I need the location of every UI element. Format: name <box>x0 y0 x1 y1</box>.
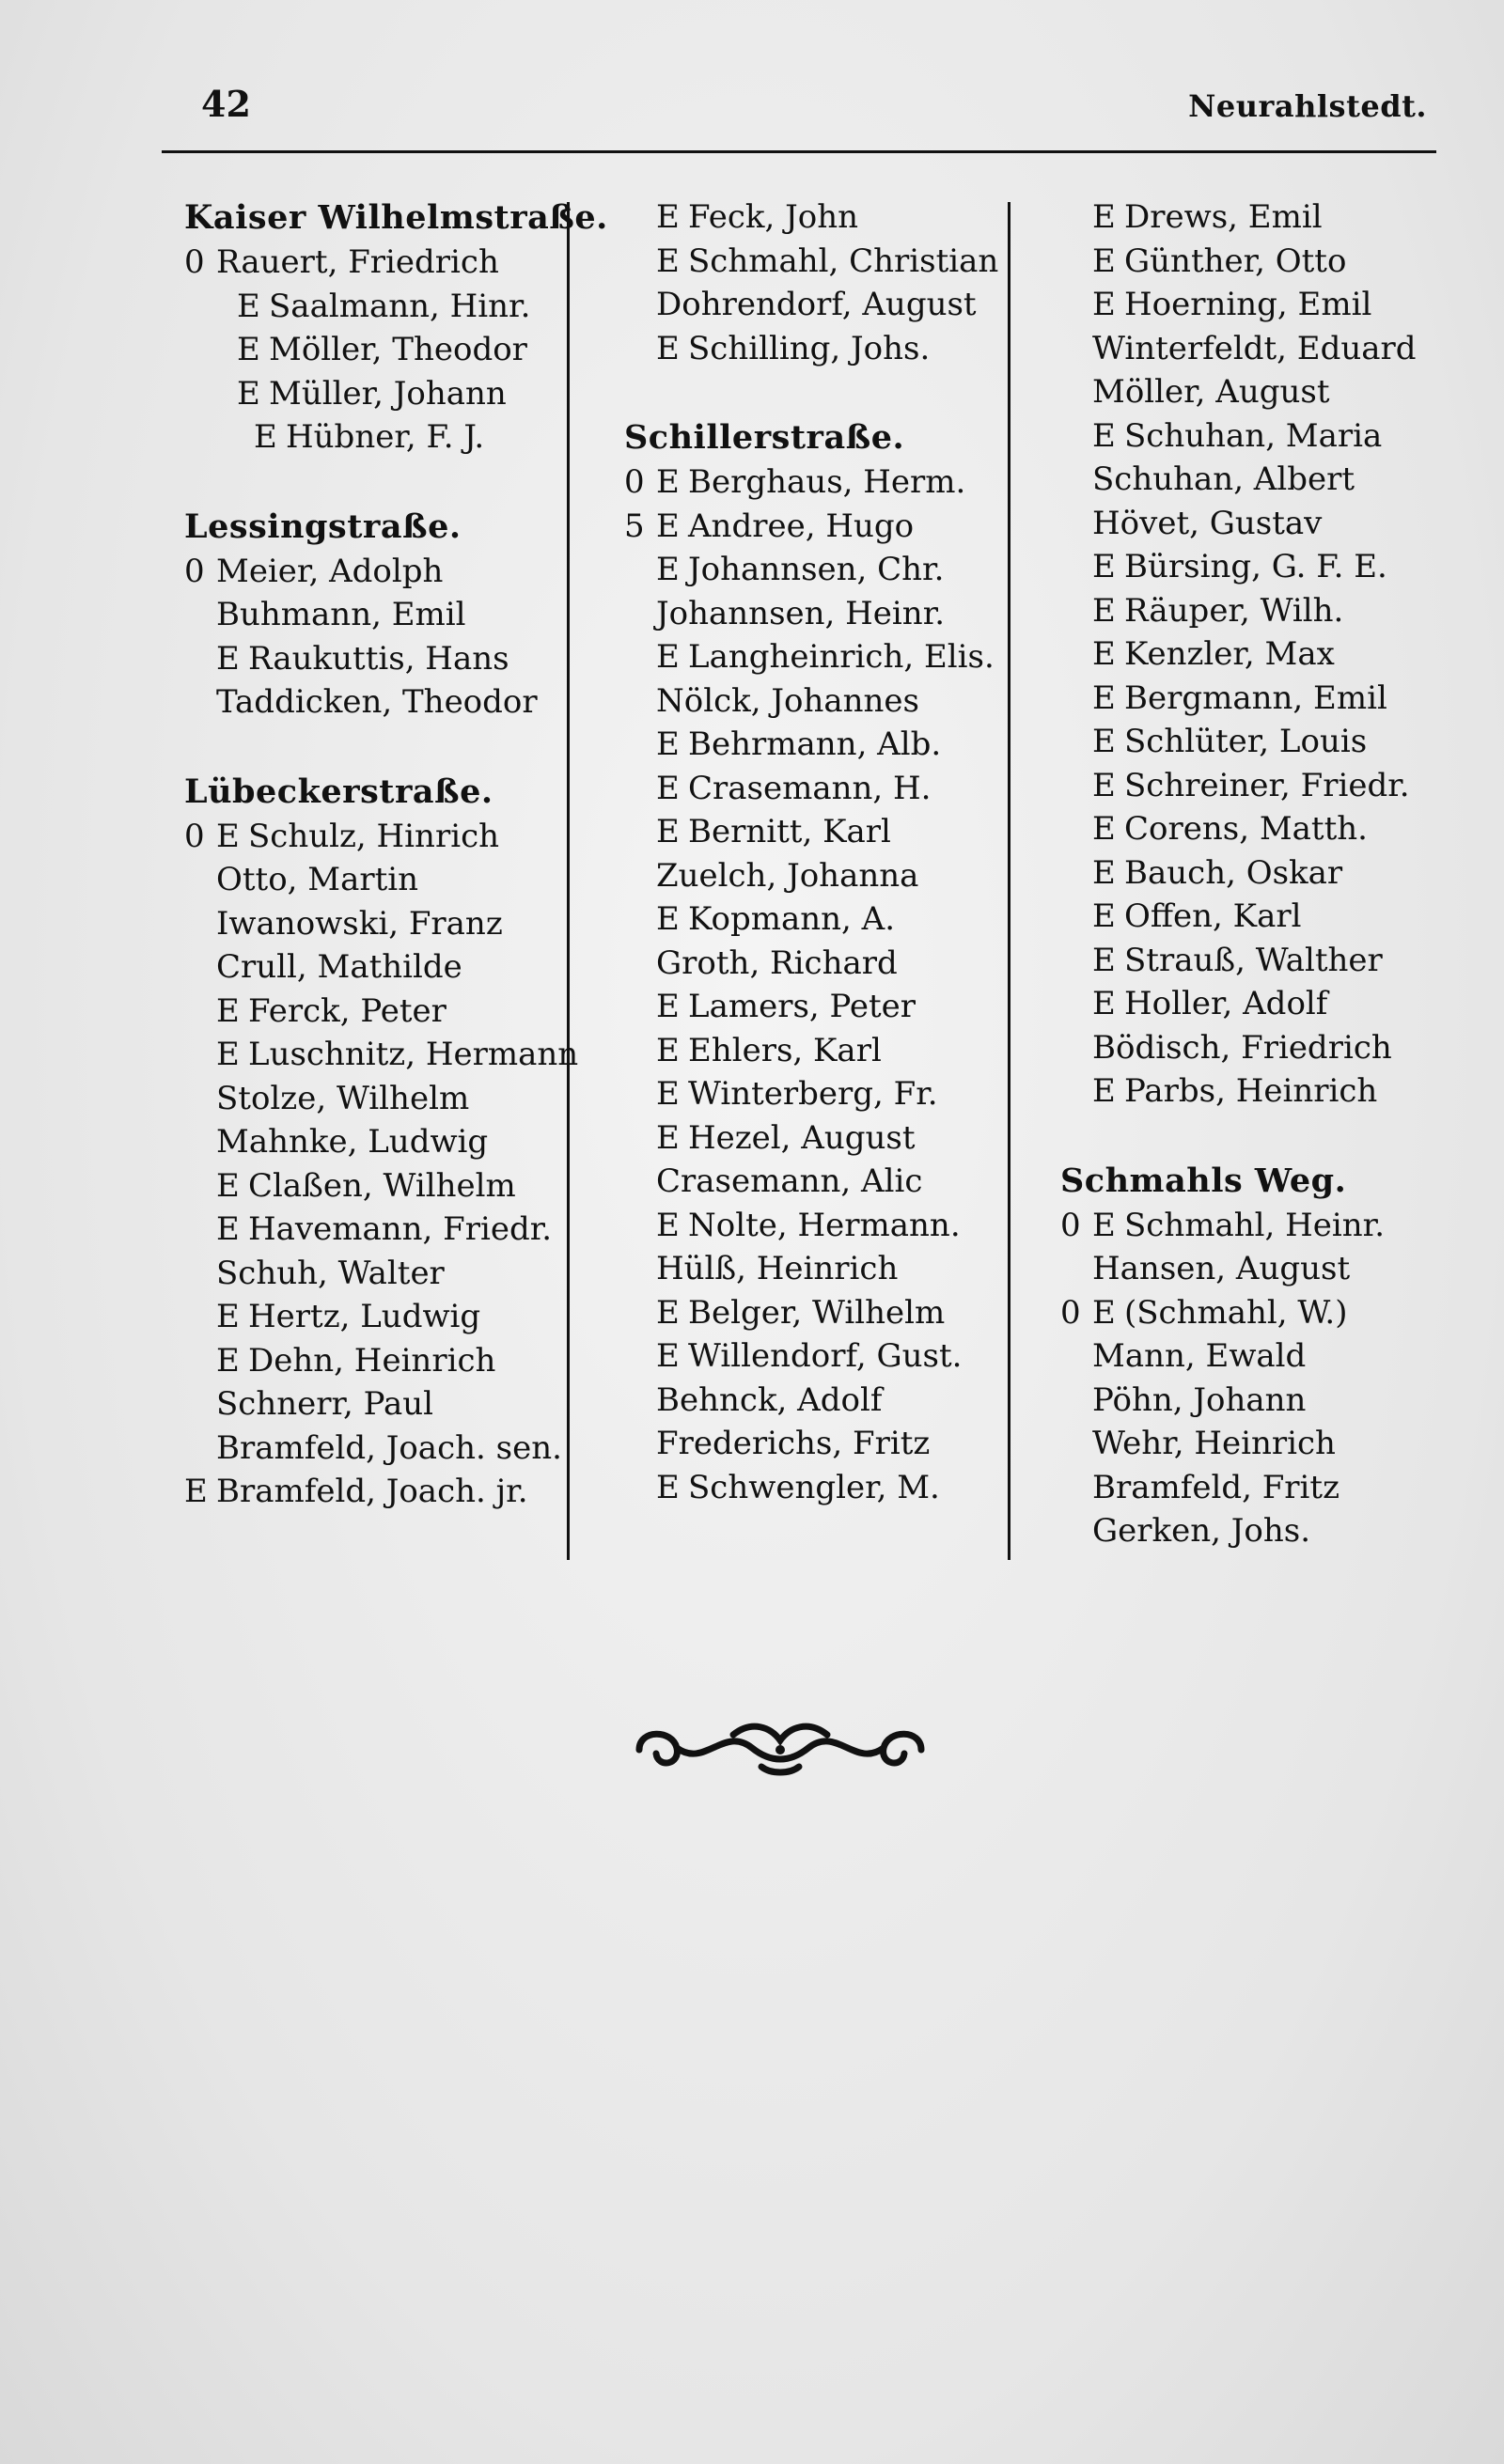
resident-name: Berghaus, Herm. <box>688 463 966 501</box>
resident-entry <box>184 1295 579 1339</box>
resident-name: Wehr, Heinrich <box>1092 1425 1336 1462</box>
resident-entry <box>1060 195 1455 240</box>
resident-entry <box>1060 1204 1455 1248</box>
owner-mark: E <box>1092 1293 1116 1332</box>
resident-name: Ferck, Peter <box>248 991 446 1030</box>
owner-mark: E <box>1092 416 1116 455</box>
resident-entry <box>624 327 1019 371</box>
owner-mark: E <box>1092 853 1116 892</box>
owner-mark: E <box>656 638 680 676</box>
resident-name: Räuper, Wilh. <box>1124 591 1344 630</box>
resident-entry <box>624 810 1019 854</box>
resident-name: Bramfeld, Joach. sen. <box>216 1428 562 1467</box>
resident-entry <box>624 195 1019 240</box>
house-marker: 0 <box>624 463 645 501</box>
resident-entry <box>184 372 579 416</box>
resident-entry <box>624 1334 1019 1379</box>
resident-name: Meier, Adolph <box>216 552 444 590</box>
resident-entry <box>1060 589 1455 633</box>
owner-mark: E <box>1092 1072 1116 1110</box>
owner-mark: E <box>656 1337 680 1375</box>
resident-name: Bauch, Oskar <box>1124 853 1343 892</box>
owner-mark: E <box>1092 548 1116 585</box>
owner-mark: E <box>656 1118 680 1157</box>
resident-name: Schulz, Hinrich <box>248 817 500 855</box>
resident-entry <box>184 858 579 902</box>
resident-entry <box>624 1116 1019 1161</box>
resident-entry <box>1060 720 1455 764</box>
owner-mark: E <box>656 1031 680 1069</box>
owner-mark: E <box>656 813 680 850</box>
directory-column-1 <box>184 195 608 1514</box>
resident-entry <box>624 240 1019 284</box>
resident-name: Pöhn, Johann <box>1092 1380 1307 1419</box>
decorative-flourish-icon <box>620 1712 940 1784</box>
resident-name: Luschnitz, Hermann <box>248 1036 579 1073</box>
owner-mark: E <box>1092 1206 1116 1244</box>
resident-entry <box>624 767 1019 811</box>
resident-name: Hezel, August <box>688 1118 916 1157</box>
resident-name: Bergmann, Emil <box>1124 678 1387 717</box>
owner-mark: E <box>656 463 680 501</box>
resident-name: Schreiner, Friedr. <box>1124 766 1410 804</box>
resident-entry <box>1060 502 1455 546</box>
house-marker: 0 <box>1060 1206 1081 1244</box>
resident-entry <box>1060 1026 1455 1070</box>
resident-name: Mann, Ewald <box>1092 1337 1307 1375</box>
resident-name: Kenzler, Max <box>1124 635 1335 673</box>
owner-mark: E <box>1092 198 1116 236</box>
house-marker: 0 <box>184 552 205 590</box>
owner-mark: E <box>656 198 680 236</box>
resident-entry <box>184 1164 579 1209</box>
owner-mark: E <box>216 817 240 855</box>
resident-name: Stolze, Wilhelm <box>216 1079 470 1117</box>
resident-entry <box>184 1427 579 1471</box>
resident-entry <box>1060 545 1455 589</box>
resident-entry <box>184 1382 579 1427</box>
resident-name: Lamers, Peter <box>688 988 916 1025</box>
resident-name: Parbs, Heinrich <box>1124 1072 1378 1110</box>
resident-name: Holler, Adolf <box>1124 985 1328 1022</box>
resident-name: Havemann, Friedr. <box>248 1210 553 1248</box>
resident-name: Günther, Otto <box>1124 242 1347 280</box>
owner-mark: E <box>656 551 680 588</box>
owner-mark: E <box>1092 286 1116 323</box>
resident-name: Schuhan, Maria <box>1124 416 1383 455</box>
resident-name: Zuelch, Johanna <box>656 856 919 895</box>
resident-entry <box>1060 895 1455 939</box>
owner-mark: E <box>237 374 260 413</box>
resident-name: Schnerr, Paul <box>216 1385 434 1423</box>
resident-entry <box>624 1029 1019 1073</box>
owner-mark: E <box>656 1206 680 1244</box>
resident-entry <box>624 1072 1019 1116</box>
resident-entry <box>184 241 579 285</box>
resident-entry <box>184 680 579 725</box>
resident-name: Offen, Karl <box>1124 897 1302 935</box>
owner-mark: E <box>656 242 680 280</box>
resident-entry <box>184 1208 579 1252</box>
resident-name: Claßen, Wilhelm <box>248 1166 516 1205</box>
resident-entry <box>184 328 579 372</box>
resident-name: Belger, Wilhelm <box>688 1293 946 1332</box>
resident-name: Dohrendorf, August <box>656 286 977 323</box>
resident-name: Behrmann, Alb. <box>688 725 942 763</box>
resident-name: Crasemann, H. <box>688 769 932 807</box>
resident-entry <box>184 815 579 859</box>
street-heading: Schmahls Weg. <box>1060 1161 1347 1200</box>
directory-column-3 <box>1060 195 1455 1553</box>
resident-name: Feck, John <box>688 198 859 236</box>
resident-entry <box>1060 283 1455 327</box>
resident-entry <box>1060 982 1455 1026</box>
resident-name: Taddicken, Theodor <box>216 683 538 721</box>
resident-entry <box>184 285 579 329</box>
owner-mark: E <box>1092 242 1116 280</box>
resident-entry <box>624 1204 1019 1248</box>
owner-mark: E <box>184 1473 208 1510</box>
resident-entry <box>624 854 1019 898</box>
resident-name: Bürsing, G. F. E. <box>1124 548 1387 585</box>
resident-entry <box>624 1291 1019 1335</box>
owner-mark: E <box>216 1298 240 1335</box>
owner-mark: E <box>656 1075 680 1113</box>
owner-mark: E <box>1092 897 1116 935</box>
resident-name: Frederichs, Fritz <box>656 1425 931 1462</box>
resident-entry <box>624 1379 1019 1423</box>
resident-entry <box>624 548 1019 592</box>
resident-entry <box>1060 677 1455 721</box>
resident-entry <box>1060 458 1455 502</box>
resident-name: Kopmann, A. <box>688 900 896 938</box>
owner-mark: E <box>254 418 277 456</box>
resident-entry <box>1060 1379 1455 1423</box>
owner-mark: E <box>216 1210 240 1248</box>
resident-entry <box>184 1470 579 1514</box>
running-title: Neurahlstedt. <box>1188 88 1427 124</box>
street-heading: Lessingstraße. <box>184 507 462 546</box>
house-marker: 5 <box>624 507 645 545</box>
resident-name: Bramfeld, Joach. jr. <box>216 1473 528 1510</box>
resident-name: Johannsen, Heinr. <box>656 594 946 632</box>
resident-name: Hansen, August <box>1092 1250 1351 1287</box>
resident-name: Müller, Johann <box>269 374 507 413</box>
resident-name: Hoerning, Emil <box>1124 286 1372 323</box>
resident-entry <box>624 897 1019 942</box>
owner-mark: E <box>237 287 260 325</box>
resident-name: Hövet, Gustav <box>1092 504 1323 542</box>
resident-entry <box>624 283 1019 327</box>
resident-name: Schilling, Johs. <box>688 329 931 367</box>
resident-name: Rauert, Friedrich <box>216 243 499 281</box>
resident-name: Bernitt, Karl <box>688 813 891 850</box>
resident-entry <box>1060 1247 1455 1291</box>
resident-name: Saalmann, Hinr. <box>269 287 531 325</box>
resident-entry <box>1060 1069 1455 1114</box>
resident-name: Strauß, Walther <box>1124 941 1383 979</box>
resident-name: Johannsen, Chr. <box>688 551 945 588</box>
resident-entry <box>184 945 579 990</box>
street-heading: Lübeckerstraße. <box>184 772 494 811</box>
owner-mark: E <box>656 769 680 807</box>
resident-name: Bramfeld, Fritz <box>1092 1468 1340 1506</box>
house-marker: 0 <box>184 817 205 855</box>
resident-name: Buhmann, Emil <box>216 596 466 633</box>
owner-mark: E <box>1092 766 1116 804</box>
owner-mark: E <box>216 1166 240 1205</box>
resident-name: Winterfeldt, Eduard <box>1092 329 1417 367</box>
resident-name: Dehn, Heinrich <box>248 1341 496 1380</box>
owner-mark: E <box>656 507 680 545</box>
resident-entry <box>184 593 579 637</box>
resident-entry <box>624 1160 1019 1204</box>
resident-name: Raukuttis, Hans <box>248 639 509 678</box>
resident-name: Gerken, Johs. <box>1092 1512 1311 1550</box>
resident-entry <box>184 637 579 681</box>
house-marker: 0 <box>1060 1293 1081 1332</box>
resident-name: Hertz, Ludwig <box>248 1298 481 1335</box>
resident-entry <box>1060 939 1455 983</box>
resident-entry <box>624 460 1019 505</box>
owner-mark: E <box>656 1293 680 1332</box>
resident-name: Schmahl, Heinr. <box>1124 1206 1385 1244</box>
resident-name: Crasemann, Alic <box>656 1162 923 1200</box>
resident-entry <box>184 415 579 460</box>
resident-name: Schmahl, Christian <box>688 242 999 280</box>
resident-entry <box>1060 1291 1455 1335</box>
resident-entry <box>624 723 1019 767</box>
owner-mark: E <box>216 1036 240 1073</box>
resident-entry <box>624 985 1019 1029</box>
resident-name: Willendorf, Gust. <box>688 1337 963 1375</box>
resident-name: Möller, Theodor <box>269 331 527 368</box>
resident-name: Schuh, Walter <box>216 1254 445 1292</box>
resident-entry <box>624 1466 1019 1510</box>
resident-name: Nölck, Johannes <box>656 681 919 720</box>
street-heading: Kaiser Wilhelmstraße. <box>184 198 608 237</box>
resident-entry <box>624 942 1019 986</box>
resident-entry <box>1060 1466 1455 1510</box>
resident-entry <box>1060 632 1455 677</box>
resident-name: Schwengler, M. <box>688 1468 940 1506</box>
resident-entry <box>624 679 1019 724</box>
resident-entry <box>184 1120 579 1164</box>
resident-name: Ehlers, Karl <box>688 1031 882 1069</box>
resident-name: (Schmahl, W.) <box>1124 1293 1348 1332</box>
resident-entry <box>184 1077 579 1121</box>
resident-name: Hübner, F. J. <box>286 418 485 456</box>
resident-entry <box>1060 1509 1455 1553</box>
resident-name: Nolte, Hermann. <box>688 1206 961 1244</box>
resident-entry <box>1060 851 1455 896</box>
resident-name: Schlüter, Louis <box>1124 723 1368 760</box>
house-marker: 0 <box>184 243 205 281</box>
resident-name: Otto, Martin <box>216 861 419 898</box>
resident-entry <box>184 550 579 594</box>
resident-name: Crull, Mathilde <box>216 948 462 986</box>
owner-mark: E <box>1092 635 1116 673</box>
resident-name: Iwanowski, Franz <box>216 904 503 943</box>
owner-mark: E <box>216 639 240 678</box>
page-header <box>162 83 1436 128</box>
resident-name: Bödisch, Friedrich <box>1092 1028 1392 1067</box>
owner-mark: E <box>656 1468 680 1506</box>
resident-entry <box>1060 240 1455 284</box>
owner-mark: E <box>1092 941 1116 979</box>
resident-entry <box>184 902 579 946</box>
owner-mark: E <box>656 725 680 763</box>
resident-name: Groth, Richard <box>656 943 898 982</box>
resident-entry <box>1060 327 1455 371</box>
owner-mark: E <box>656 988 680 1025</box>
header-rule <box>162 150 1436 153</box>
resident-entry <box>1060 1334 1455 1379</box>
resident-name: Winterberg, Fr. <box>688 1075 938 1113</box>
page-number: 42 <box>201 83 251 125</box>
resident-name: Schuhan, Albert <box>1092 460 1355 498</box>
resident-entry <box>1060 764 1455 808</box>
resident-entry <box>184 990 579 1034</box>
owner-mark: E <box>1092 985 1116 1022</box>
resident-entry <box>624 635 1019 679</box>
owner-mark: E <box>1092 591 1116 630</box>
resident-name: Hülß, Heinrich <box>656 1250 899 1287</box>
resident-entry <box>184 1252 579 1296</box>
directory-column-2 <box>624 195 1019 1509</box>
owner-mark: E <box>656 329 680 367</box>
owner-mark: E <box>216 991 240 1030</box>
owner-mark: E <box>216 1341 240 1380</box>
resident-entry <box>1060 1422 1455 1466</box>
resident-entry <box>624 1247 1019 1291</box>
resident-name: Corens, Matth. <box>1124 810 1368 848</box>
resident-name: Andree, Hugo <box>688 507 915 545</box>
resident-entry <box>624 592 1019 636</box>
resident-entry <box>1060 414 1455 459</box>
resident-entry <box>184 1339 579 1383</box>
resident-name: Möller, August <box>1092 373 1330 411</box>
street-heading: Schillerstraße. <box>624 418 905 457</box>
resident-entry <box>1060 370 1455 414</box>
owner-mark: E <box>1092 810 1116 848</box>
resident-entry <box>624 505 1019 549</box>
resident-name: Behnck, Adolf <box>656 1380 883 1419</box>
resident-entry <box>624 1422 1019 1466</box>
owner-mark: E <box>1092 678 1116 717</box>
owner-mark: E <box>237 331 260 368</box>
resident-entry <box>184 1033 579 1077</box>
resident-name: Mahnke, Ludwig <box>216 1123 489 1161</box>
resident-entry <box>1060 807 1455 851</box>
owner-mark: E <box>1092 723 1116 760</box>
resident-name: Drews, Emil <box>1124 198 1323 236</box>
resident-name: Langheinrich, Elis. <box>688 638 995 676</box>
owner-mark: E <box>656 900 680 938</box>
